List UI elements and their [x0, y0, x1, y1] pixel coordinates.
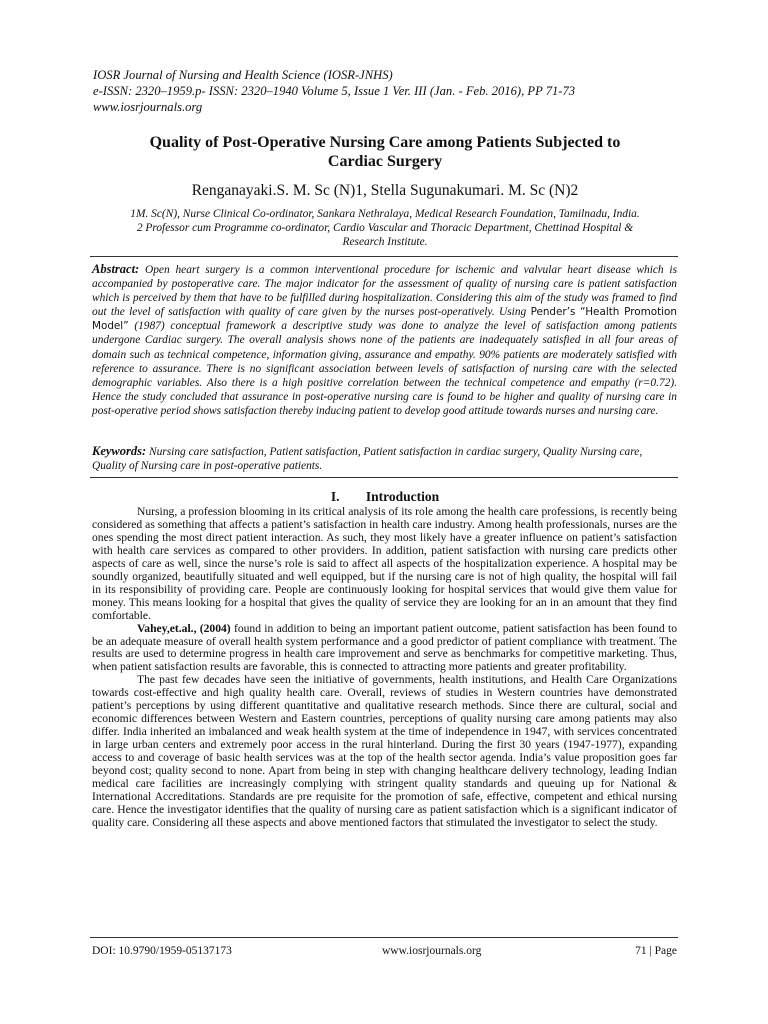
footer-doi: DOI: 10.9790/1959-05137173: [92, 945, 232, 957]
body-text: [92, 506, 677, 830]
keywords-text: Nursing care satisfaction, Patient satisfaction, Patient satisfaction in cardiac surgery, Quality Nursing care, Quality of Nursing care in post-operative patients.: [92, 446, 643, 472]
paragraph: The past few decades have seen the initiative of governments, health institutions, and Health Care Organizations towards cost-effective and high quality health care. Overall, reviews of studies in Western countries have demonstrated patient’s perceptions by using different quantitative and qualitative research methods. Since there are cultural, social and economic differences between Western and Eastern countries, perceptions of quality nursing care among patients may also differ. India inherited an imbalanced and weak health system at the time of independence in 1947, with services concentrated in large urban centers and extremely poor access in the rural hinterland. During the first 30 years (1947-1977), expanding access to and coverage of basic health services was at the top of the health sector agenda. India’s value proposition goes far beyond cost; quality second to none. Apart from being in step with changing healthcare delivery technology, leading Indian medical care facilities are increasingly complying with stringent quality standards and queuing up for National & International Accreditations. Standards are pre requisite for the promotion of safe, effective, competent and ethical nursing care. Hence the investigator identifies that the quality of nursing care as patient satisfaction which is a significant indicator of quality care. Considering all these aspects and above mentioned factors that stimulated the investigator to select the study.: [92, 673, 677, 829]
abstract-text-2: (1987) conceptual framework a descriptive study was done to analyze the level of satisfaction among patients undergone Cardiac surgery. The overall analysis shows none of the patients are inadequately satisfied in all four areas of domain such as technical competence, information giving, assurance and empathy. 90% patients are moderately satisfied with reference to assurance. There is no significant association between levels of satisfaction of nursing care with the selected demographic variables. Also there is a high positive correlation between the technical competence and empathy (r=0.72). Hence the study concluded that assurance in post-operative nursing care is found to be higher and quality of nursing care in post-operative period shows satisfaction thereby inducing patient to develop good attitude towards nurses and nursing care.: [92, 320, 677, 417]
section-title: Introduction: [365, 489, 440, 504]
journal-issn: e-ISSN: 2320–1959.p- ISSN: 2320–1940 Volume 5, Issue 1 Ver. III (Jan. - Feb. 2016), PP 71-73: [93, 84, 576, 98]
affiliation-2-cont: Research Institute.: [342, 236, 428, 248]
abstract-label: Abstract:: [92, 262, 140, 276]
keywords: [92, 444, 677, 473]
paper-title: [90, 133, 680, 171]
footer-rule: [90, 937, 678, 938]
affiliation-2: 2 Professor cum Programme co-ordinator, Cardio Vascular and Thoracic Department, Chettinad Hospital &: [136, 222, 634, 234]
paper-title-line-1: Quality of Post-Operative Nursing Care among Patients Subjected to: [149, 134, 621, 151]
keywords-bottom-rule: [90, 477, 678, 478]
journal-url: www.iosrjournals.org: [93, 100, 203, 114]
author-list: Renganayaki.S. M. Sc (N)1, Stella Sugunakumari. M. Sc (N)2: [191, 182, 579, 199]
paragraph: [92, 623, 677, 675]
section-heading: [90, 489, 680, 505]
journal-name: IOSR Journal of Nursing and Health Science (IOSR-JNHS): [93, 68, 393, 82]
abstract: [92, 262, 677, 418]
abstract-text-1: Open heart surgery is a common interventional procedure for ischemic and valvular heart disease which is accompanied by postoperative care. The major indicator for the assessment of quality of nursing care is patient satisfaction which is perceived by them that have to be fulfilled during hospitalization. Considering this aim of the study was framed to find out the level of satisfaction with quality of care given by the nurses post-operatively. Using: [92, 264, 677, 319]
paper-title-line-2: Cardiac Surgery: [327, 153, 443, 170]
paragraph-text: found in addition to being an important patient outcome, patient satisfaction has been found to be an adequate measure of overall health system performance and a good predictor of patient compliance with treatment. The results are used to determine progress in health care improvement and serve as benchmarks for competitive marketing. Thus, when patient satisfaction results are favorable, this is connected to attracting more patients and greater profitability.: [92, 621, 677, 674]
section-number: I.: [330, 489, 340, 504]
footer-page-number: 71 | Page: [635, 945, 677, 957]
keywords-label: Keywords:: [92, 444, 147, 458]
abstract-top-rule: [90, 256, 678, 257]
footer-site: www.iosrjournals.org: [382, 945, 482, 957]
citation: Vahey,et.al., (2004): [137, 621, 231, 635]
paragraph: Nursing, a profession blooming in its critical analysis of its role among the health care professions, is recently being considered as something that affects a patient’s satisfaction in health care industry. Among health professionals, nurses are the ones spending the most direct patient interaction. As such, they most likely have a greater influence on patient’s satisfaction with health care services as compared to other providers. In addition, patient satisfaction with nursing care predicts other aspects of care as well, since the nurse’s role is said to affect all aspects of the hospitalization experience. A hospital may be soundly organized, beautifully situated and well equipped, but if the nursing care is not of high quality, the hospital will fail in its responsibility of providing care. People are continuously looking for hospital services that would give them value for money. This means looking for a hospital that gives the quality of service they are looking for an in an amount that they find comfortable.: [92, 505, 677, 622]
affiliations: [90, 207, 680, 249]
abstract-model-name: Pender’s “Health Promotion Model”: [92, 306, 678, 333]
affiliation-1: 1M. Sc(N), Nurse Clinical Co-ordinator, Sankara Nethralaya, Medical Research Foundation, Tamilnadu, India.: [130, 208, 640, 220]
journal-header: [93, 67, 693, 115]
